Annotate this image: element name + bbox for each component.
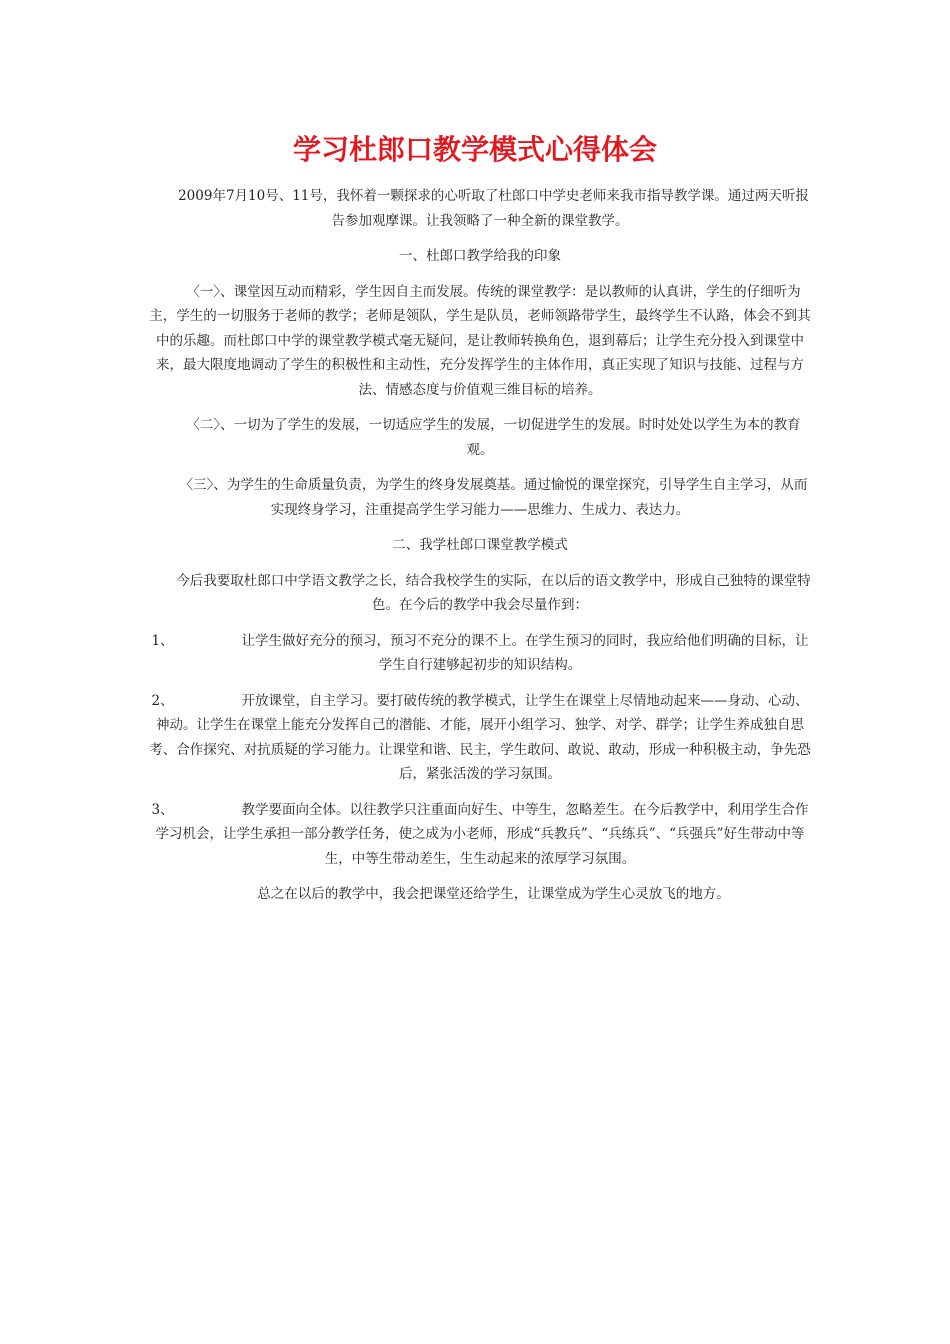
plan-point-2-text: 开放课堂，自主学习。要打破传统的教学模式，让学生在课堂上尽情地动起来——身动、心动、神动。让学生在课堂上能充分发挥自己的潜能、才能，展开小组学习、独学、对学、群学；让学生养成独自思考、合作探究、对抗质疑的学习能力。让课堂和谐、民主，学生敢问、敢说、敢动，形成一种积极主动，争先恐后，紧张活泼的学习氛围。 — [149, 692, 811, 782]
section-heading-1: 一、杜郎口教学给我的印象 — [399, 248, 561, 264]
intro-paragraph: 2009年7月10号、11号，我怀着一颗探求的心听取了杜郎口中学史老师来我市指导教学课。通过两天听报告参加观摩课。让我领略了一种全新的课堂教学。 — [178, 188, 809, 229]
plan-point-3-text: 教学要面向全体。以往教学只注重面向好生、中等生，忽略差生。在今后教学中，利用学生合作学习机会，让学生承担一部分教学任务，使之成为小老师，形成“兵教兵”、“兵练兵”、“兵强兵”好生带动中等生，中等生带动差生，生生动起来的浓厚学习氛围。 — [155, 801, 809, 867]
plan-point-1-number: 1、 — [151, 632, 174, 649]
impression-item-3: 〈三〉、为学生的生命质量负责，为学生的终身发展奠基。通过愉悦的课堂探究，引导学生自主学习，从而实现终身学习，注重提高学生学习能力——思维力、生成力、表达力。 — [179, 477, 808, 518]
document-title: 学习杜郎口教学模式心得体会 — [292, 133, 657, 166]
impression-item-2: 〈二〉、一切为了学生的发展，一切适应学生的发展，一切促进学生的发展。时时处处以学生为本的教育观。 — [186, 417, 801, 458]
plan-point-2-number: 2、 — [151, 692, 174, 709]
section-heading-2: 二、我学杜郎口课堂教学模式 — [392, 537, 568, 553]
impression-item-1: 〈一〉、课堂因互动而精彩，学生因自主而发展。传统的课堂教学：是以教师的认真讲，学生的仔细听为主，学生的一切服务于老师的教学；老师是领队，学生是队员，老师领路带学生，最终学生不认路，体会不到其中的乐趣。而杜郎口中学的课堂教学模式毫无疑问，是让教师转换角色，退到幕后；让学生充分投入到课堂中来，最大限度地调动了学生的积极性和主动性，充分发挥学生的主体作用，真正实现了知识与技能、过程与方法、情感态度与价值观三维目标的培养。 — [149, 283, 811, 398]
plan-point-3 — [148, 798, 812, 872]
plan-point-2 — [148, 689, 812, 787]
plan-point-3-number: 3、 — [151, 801, 174, 818]
document-body — [148, 184, 812, 918]
plan-paragraph: 今后我要取杜郎口中学语文教学之长，结合我校学生的实际，在以后的语文教学中，形成自己独特的课堂特色。在今后的教学中我会尽量作到： — [176, 572, 811, 613]
conclusion-paragraph: 总之在以后的教学中，我会把课堂还给学生，让课堂成为学生心灵放飞的地方。 — [257, 886, 730, 902]
plan-point-1 — [148, 629, 812, 678]
plan-point-1-text: 让学生做好充分的预习，预习不充分的课不上。在学生预习的同时，我应给他们明确的目标，让学生自行建够起初步的知识结构。 — [241, 632, 809, 673]
